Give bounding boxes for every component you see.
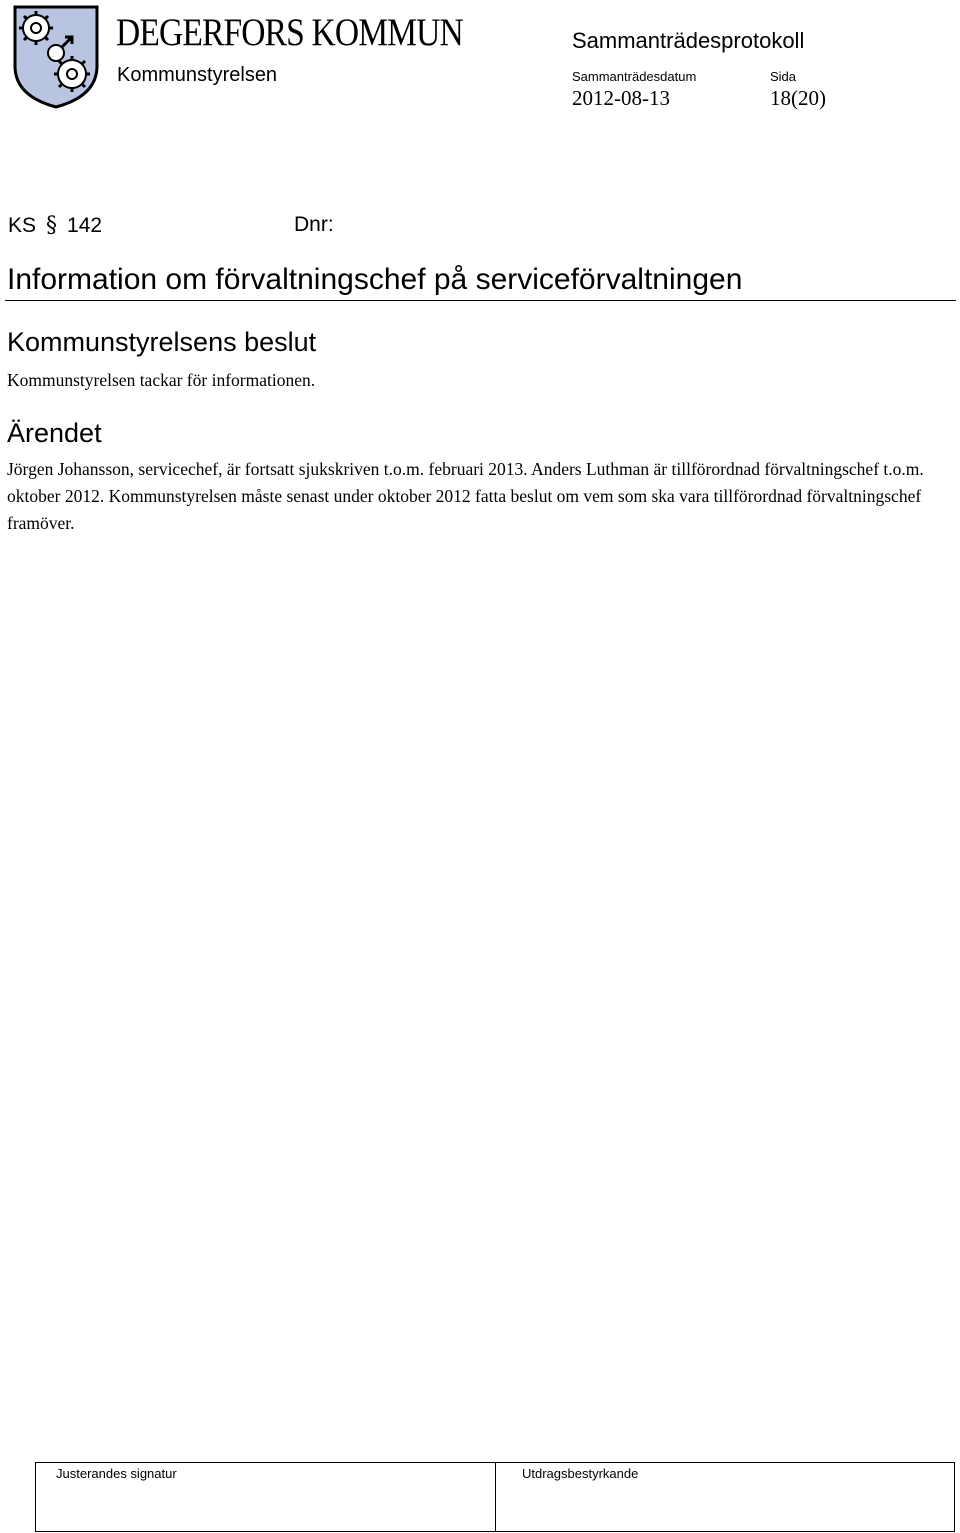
case-section-number: 142 bbox=[67, 214, 103, 237]
signature-label: Justerandes signatur bbox=[56, 1466, 177, 1481]
page-number-value: 18(20) bbox=[770, 86, 826, 110]
case-prefix: KS bbox=[8, 214, 37, 237]
meeting-date-label: Sammanträdesdatum bbox=[572, 69, 697, 84]
matter-heading: Ärendet bbox=[7, 418, 102, 448]
matter-text: Jörgen Johansson, servicechef, är fortsatt sjukskriven t.o.m. februari 2013. Anders Luthman är tillförordnad förvaltningschef t.o.m. oktober 2012. Kommunstyrelsen måste senast under oktober 2012 fatta beslut om vem som ska vara tillförordnad förvaltningschef framöver. bbox=[7, 459, 924, 533]
organization-name: DEGERFORS KOMMUN bbox=[116, 11, 463, 54]
section-symbol: § bbox=[46, 213, 58, 238]
title-divider bbox=[5, 300, 956, 301]
signature-box-divider bbox=[495, 1462, 496, 1532]
meeting-date-value: 2012-08-13 bbox=[572, 86, 670, 110]
municipal-coat-of-arms-icon bbox=[12, 4, 100, 110]
decision-heading: Kommunstyrelsens beslut bbox=[7, 327, 317, 357]
decision-text: Kommunstyrelsen tackar för informationen. bbox=[7, 370, 316, 390]
organization-unit: Kommunstyrelsen bbox=[117, 64, 278, 86]
page-label: Sida bbox=[770, 69, 797, 84]
document-type: Sammanträdesprotokoll bbox=[572, 28, 805, 53]
page-title: Information om förvaltningschef på serviceförvaltningen bbox=[7, 263, 743, 296]
extract-certification-label: Utdragsbestyrkande bbox=[522, 1466, 639, 1481]
case-number bbox=[8, 213, 102, 238]
registration-number-label: Dnr: bbox=[294, 213, 334, 236]
